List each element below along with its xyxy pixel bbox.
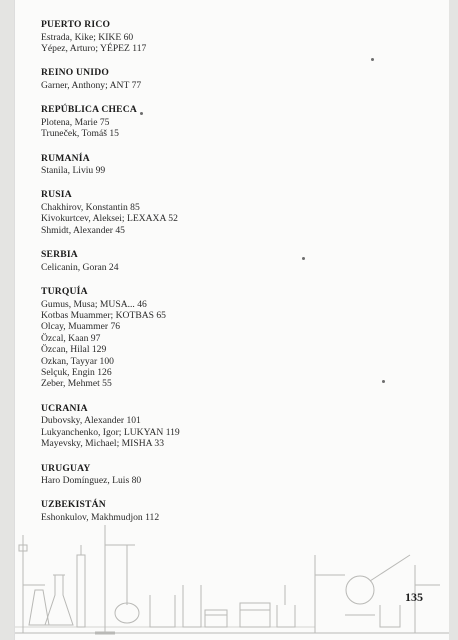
index-list [41,19,421,536]
index-entry: Haro Domínguez, Luis 80 [41,475,142,487]
country-section-rusia [41,189,421,236]
index-entry: Ozkan, Tayyar 100 [41,355,114,367]
country-section-republica-checa [41,104,421,139]
print-speck [302,257,305,260]
index-entry: Olcay, Muammer 76 [41,321,121,333]
print-speck [140,112,143,115]
country-section-puerto-rico [41,19,421,54]
index-entry: Zeber, Mehmet 55 [41,378,112,390]
index-entry: Özcan, Hilal 129 [41,344,107,356]
page-number: 135 [405,590,423,604]
index-entry: Chakhirov, Konstantin 85 [41,201,140,213]
index-entry: Mayevsky, Michael; MISHA 33 [41,438,165,450]
country-heading: URUGUAY [41,462,91,474]
country-heading: RUMANÍA [41,152,90,164]
print-speck [382,380,385,383]
country-section-turquia [41,286,421,390]
country-heading: REPÚBLICA CHECA [41,104,138,116]
index-entry: Garner, Anthony; ANT 77 [41,79,142,91]
country-section-uruguay [41,463,421,487]
country-section-ucrania [41,403,421,450]
index-entry: Lukyanchenko, Igor; LUKYAN 119 [41,426,180,438]
index-entry: Yépez, Arturo; YÉPEZ 117 [41,42,147,54]
index-entry: Estrada, Kike; KIKE 60 [41,31,134,43]
index-entry: Özcal, Kaan 97 [41,332,101,344]
country-heading: RUSIA [41,189,72,201]
index-entry: Kivokurtcev, Aleksei; LEXAXA 52 [41,213,178,225]
book-page [14,0,449,640]
country-heading: PUERTO RICO [41,19,111,30]
country-section-rumania [41,153,421,177]
index-entry: Selçuk, Engin 126 [41,367,112,378]
index-entry: Celicanin, Goran 24 [41,261,119,273]
country-heading: UZBEKISTÁN [41,499,106,511]
country-section-reino-unido [41,67,421,91]
index-entry: Dubovsky, Alexander 101 [41,415,141,427]
country-heading: UCRANIA [41,402,88,414]
country-heading: SERBIA [41,249,78,261]
index-entry: Kotbas Muammer; KOTBAS 65 [41,309,166,321]
print-speck [371,58,374,61]
country-heading: REINO UNIDO [41,67,110,79]
index-entry: Plotena, Marie 75 [41,116,110,128]
index-entry: Eshonkulov, Makhmudjon 112 [41,511,160,523]
country-heading: TURQUÍA [41,286,88,298]
index-entry: Stanila, Liviu 99 [41,165,106,177]
index-entry: Shmidt, Alexander 45 [41,224,125,236]
index-entry: Gumus, Musa; MUSA... 46 [41,298,147,310]
index-entry: Truneček, Tomáš 15 [41,128,119,140]
laboratory-glassware-icon [15,515,449,640]
country-section-serbia [41,249,421,273]
